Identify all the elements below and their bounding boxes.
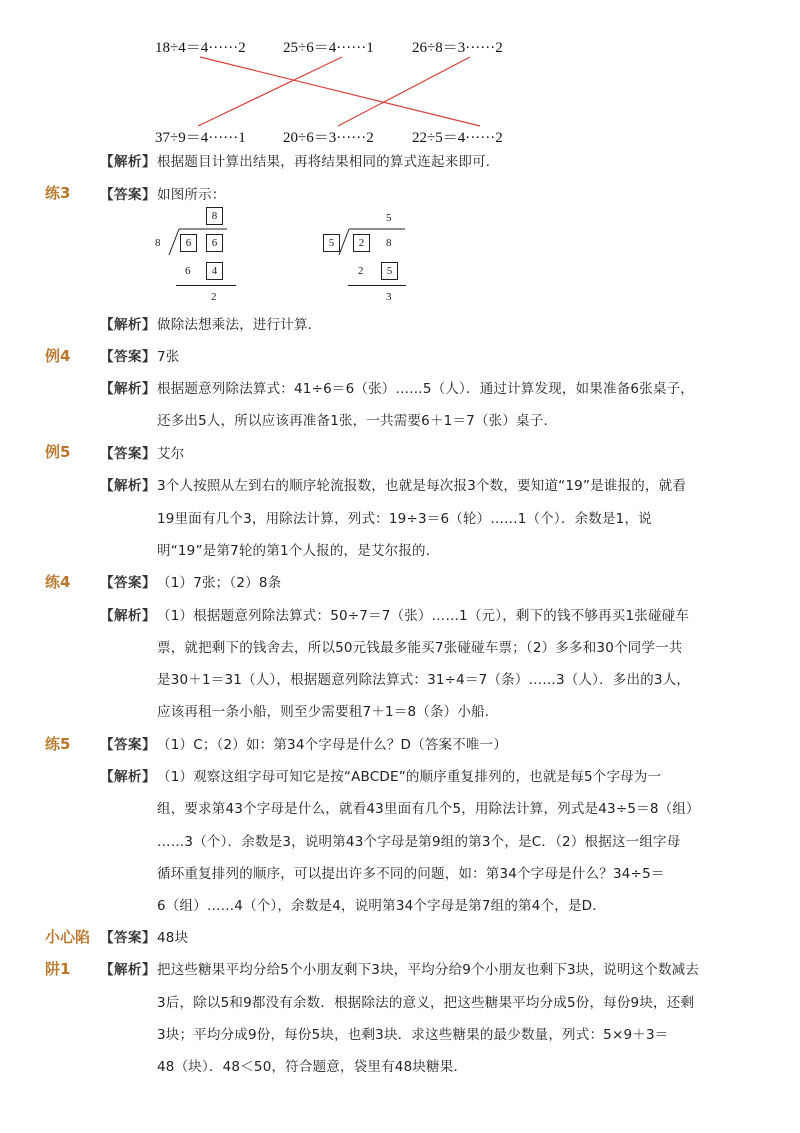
jiexi-line-2: 3后，除以5和9都没有余数．根据除法的意义，把这些糖果平均分成5份，每份9块，还剩 xyxy=(157,995,695,1011)
answer-text: 48块 xyxy=(157,930,189,946)
product-digit: 2 xyxy=(358,265,364,277)
matching-lines xyxy=(0,0,800,160)
jiexi-tag: 【解析】 xyxy=(100,769,156,785)
jiexi-line-1: （1）观察这组字母可知它是按“ABCDE”的顺序重复排列的，也就是每5个字母为一 xyxy=(157,769,662,785)
jiexi-line-3: 3块；平均分成9份，每份5块，也剩3块．求这些糖果的最少数量，列式：5×9＋3＝ xyxy=(157,1027,669,1043)
jiexi-line-1: 把这些糖果平均分给5个小朋友剩下3块，平均分给9个小朋友也剩下3块，说明这个数减去 xyxy=(157,962,700,978)
product-digit: 6 xyxy=(185,265,191,277)
equation-top-2: 25÷6＝4······1 xyxy=(283,40,374,56)
answer-text: （1）7张；（2）8条 xyxy=(157,575,282,591)
match-line-1 xyxy=(200,57,480,126)
quotient: 5 xyxy=(386,212,392,224)
section-label-jing1: 阱1 xyxy=(45,960,71,978)
section-label-xiaoxinxian: 小心陷 xyxy=(45,928,91,946)
jiexi-text: 做除法想乘法，进行计算． xyxy=(157,317,322,333)
dividend-box-1: 6 xyxy=(180,234,197,252)
section-label-li4: 例4 xyxy=(45,347,71,365)
match-line-2 xyxy=(198,57,342,126)
jiexi-line-4: 应该再租一条小船，则至少需要租7＋1＝8（条）小船． xyxy=(157,704,499,720)
jiexi-text: 根据题目计算出结果，再将结果相同的算式连起来即可． xyxy=(157,154,500,170)
subtraction-line xyxy=(348,285,406,286)
jiexi-line-2: 票，就把剩下的钱舍去，所以50元钱最多能买7张碰碰车票；（2）多多和30个同学一共 xyxy=(157,640,683,656)
answer-text: 如图所示： xyxy=(157,187,226,203)
jiexi-line-4: 循环重复排列的顺序，可以提出许多不同的问题，如：第34个字母是什么？34÷5＝ xyxy=(157,866,665,882)
jiexi-line-5: 6（组）……4（个），余数是4，说明第34个字母是第7组的第4个，是D． xyxy=(157,898,606,914)
jiexi-line-3: 是30＋1＝31（人），根据题意列除法算式：31÷4＝7（条）……3（人）．多出的3人， xyxy=(157,672,691,688)
remainder: 3 xyxy=(386,291,392,303)
section-label-lian4: 练4 xyxy=(45,573,71,591)
daan-tag: 【答案】 xyxy=(100,446,156,462)
jiexi-tag: 【解析】 xyxy=(100,154,156,170)
jiexi-tag: 【解析】 xyxy=(100,608,156,624)
jiexi-tag: 【解析】 xyxy=(100,478,156,494)
answer-text: 7张 xyxy=(157,349,180,365)
jiexi-line-2: 19里面有几个3，用除法计算，列式：19÷3＝6（轮）……1（个）．余数是1，说 xyxy=(157,511,652,527)
daan-tag: 【答案】 xyxy=(100,575,156,591)
jiexi-line-2: 组，要求第43个字母是什么，就看43里面有几个5，用除法计算，列式是43÷5＝8（组） xyxy=(157,801,700,817)
answer-text: 艾尔 xyxy=(157,446,185,462)
jiexi-tag: 【解析】 xyxy=(100,962,156,978)
match-line-3 xyxy=(338,57,470,126)
dividend-box: 2 xyxy=(353,234,370,252)
jiexi-tag: 【解析】 xyxy=(100,317,156,333)
answer-text: （1）C；（2）如：第34个字母是什么？D（答案不唯一） xyxy=(157,737,508,753)
jiexi-line-4: 48（块）．48＜50，符合题意，袋里有48块糖果． xyxy=(157,1059,468,1075)
equation-top-3: 26÷8＝3······2 xyxy=(412,40,503,56)
daan-tag: 【答案】 xyxy=(100,349,156,365)
daan-tag: 【答案】 xyxy=(100,187,156,203)
dividend-box-2: 6 xyxy=(206,234,223,252)
product-box: 4 xyxy=(206,262,223,280)
jiexi-line-2: 还多出5人，所以应该再准备1张，一共需要6＋1＝7（张）桌子． xyxy=(157,413,558,429)
subtraction-line xyxy=(176,285,236,286)
jiexi-tag: 【解析】 xyxy=(100,381,156,397)
dividend-digit: 8 xyxy=(386,237,392,249)
remainder: 2 xyxy=(211,291,217,303)
division-bracket xyxy=(335,228,410,258)
section-label-lian5: 练5 xyxy=(45,735,71,753)
product-box: 5 xyxy=(381,262,398,280)
section-label-lian3: 练3 xyxy=(45,184,71,202)
division-bracket xyxy=(165,228,235,258)
divisor: 8 xyxy=(155,237,161,249)
daan-tag: 【答案】 xyxy=(100,930,156,946)
daan-tag: 【答案】 xyxy=(100,737,156,753)
jiexi-line-1: 3个人按照从左到右的顺序轮流报数，也就是每次报3个数，要知道“19”是谁报的，就看 xyxy=(157,478,687,494)
jiexi-line-3: ……3（个）．余数是3，说明第43个字母是第9组的第3个，是C．（2）根据这一组字母 xyxy=(157,834,681,850)
jiexi-line-1: （1）根据题意列除法算式：50÷7＝7（张）……1（元），剩下的钱不够再买1张碰碰车 xyxy=(157,608,690,624)
section-label-li5: 例5 xyxy=(45,443,71,461)
equation-bottom-2: 20÷6＝3······2 xyxy=(283,130,374,146)
equation-top-1: 18÷4＝4······2 xyxy=(155,40,246,56)
quotient-box: 8 xyxy=(206,207,223,225)
divisor-box: 5 xyxy=(323,234,340,252)
equation-bottom-1: 37÷9＝4······1 xyxy=(155,130,246,146)
jiexi-line-3: 明“19”是第7轮的第1个人报的，是艾尔报的． xyxy=(157,543,440,559)
jiexi-line-1: 根据题意列除法算式：41÷6＝6（张）……5（人）．通过计算发现，如果准备6张桌子， xyxy=(157,381,694,397)
equation-bottom-3: 22÷5＝4······2 xyxy=(412,130,503,146)
